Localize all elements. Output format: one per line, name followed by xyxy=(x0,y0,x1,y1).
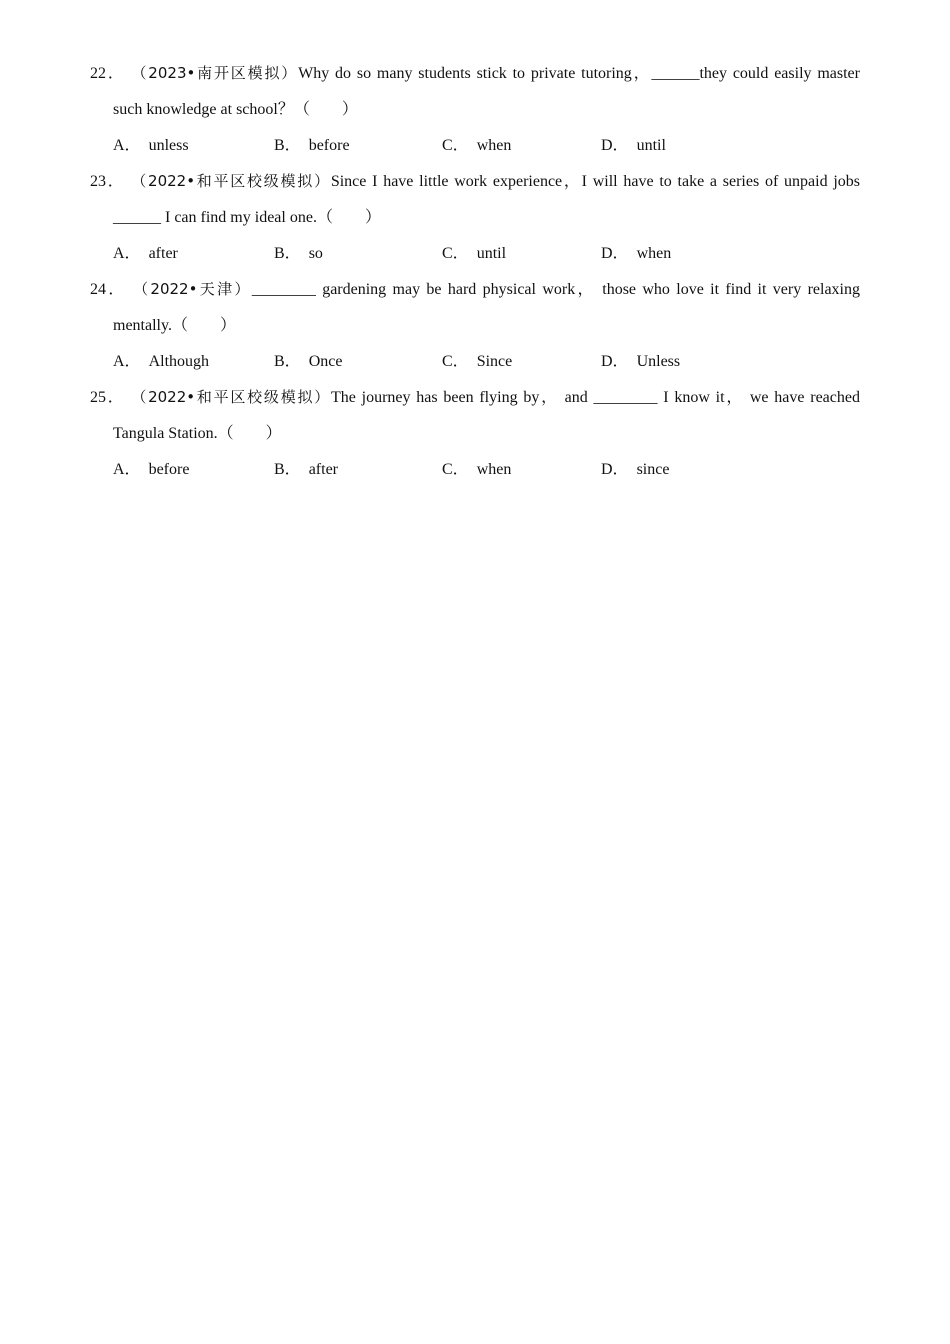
option-d[interactable]: D． since xyxy=(601,461,670,478)
answer-options xyxy=(90,237,860,271)
question-23 xyxy=(90,163,860,271)
question-stem-line1 xyxy=(90,163,860,199)
question-25 xyxy=(90,379,860,487)
question-stem-line2: such knowledge at school？（ ） xyxy=(113,101,358,118)
question-text: ________ gardening may be hard physical work， those who love it find it very relaxing xyxy=(251,281,860,298)
option-b[interactable]: B． before xyxy=(274,137,350,154)
option-d[interactable]: D． Unless xyxy=(601,353,681,370)
question-22 xyxy=(90,55,860,163)
option-d[interactable]: D． until xyxy=(601,137,666,154)
question-source: （2022•天津） xyxy=(133,280,252,298)
option-b[interactable]: B． so xyxy=(274,245,323,262)
answer-options xyxy=(90,345,860,379)
question-source: （2022•和平区校级模拟） xyxy=(131,388,331,406)
option-d[interactable]: D． when xyxy=(601,245,672,262)
option-a[interactable]: A． Although xyxy=(113,353,210,370)
question-source: （2023•南开区模拟） xyxy=(131,64,299,82)
option-c[interactable]: C． when xyxy=(442,137,512,154)
question-stem-line2: ______ I can find my ideal one.（ ） xyxy=(113,209,381,226)
question-text: Why do so many students stick to private tutoring，______they could easily master xyxy=(298,65,860,82)
answer-options xyxy=(90,129,860,163)
option-a[interactable]: A． unless xyxy=(113,137,189,154)
question-number: 25． xyxy=(90,389,126,406)
question-number: 22． xyxy=(90,65,126,82)
question-text: Since I have little work experience，I will have to take a series of unpaid jobs xyxy=(330,173,861,190)
answer-options xyxy=(90,453,860,487)
question-stem-line1 xyxy=(90,271,860,307)
option-c[interactable]: C． when xyxy=(442,461,512,478)
question-source: （2022•和平区校级模拟） xyxy=(131,172,331,190)
question-stem-line2: Tangula Station.（ ） xyxy=(113,425,282,442)
option-b[interactable]: B． after xyxy=(274,461,338,478)
option-c[interactable]: C． until xyxy=(442,245,507,262)
question-stem-line1 xyxy=(90,55,860,91)
option-a[interactable]: A． before xyxy=(113,461,190,478)
question-stem-line2: mentally.（ ） xyxy=(113,317,236,334)
question-text: The journey has been flying by， and ________ I know it， we have reached xyxy=(331,389,860,406)
question-24 xyxy=(90,271,860,379)
option-b[interactable]: B． Once xyxy=(274,353,343,370)
question-number: 23． xyxy=(90,173,126,190)
question-stem-line1 xyxy=(90,379,860,415)
question-number: 24． xyxy=(90,281,127,298)
option-c[interactable]: C． Since xyxy=(442,353,513,370)
option-a[interactable]: A． after xyxy=(113,245,178,262)
